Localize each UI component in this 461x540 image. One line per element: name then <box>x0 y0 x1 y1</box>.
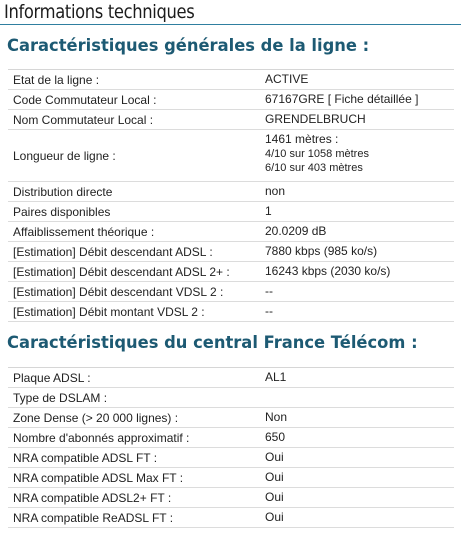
table-row-adsl-plate <box>8 368 454 388</box>
line-length-segment-1: 4/10 sur 1058 mètres <box>265 148 369 160</box>
row-label: Distribution directe <box>13 184 113 199</box>
central-characteristics-table <box>8 367 454 528</box>
page-title: Informations techniques <box>4 1 195 23</box>
row-value: AL1 <box>265 370 287 384</box>
row-label: NRA compatible ADSL2+ FT : <box>13 490 172 505</box>
row-label: Longueur de ligne : <box>13 148 116 163</box>
row-value: Oui <box>265 450 284 464</box>
row-label: Etat de la ligne : <box>13 72 100 87</box>
table-row-attenuation <box>8 222 454 242</box>
row-label: Plaque ADSL : <box>13 370 91 385</box>
row-label: Zone Dense (> 20 000 lignes) : <box>13 410 179 425</box>
row-label: [Estimation] Débit montant VDSL 2 : <box>13 304 205 319</box>
table-row-subscribers <box>8 428 454 448</box>
table-row-switch-code <box>8 90 454 110</box>
row-value: Oui <box>265 510 284 524</box>
row-label: [Estimation] Débit descendant ADSL 2+ : <box>13 264 230 279</box>
line-characteristics-table <box>8 69 454 322</box>
table-row-nra-adsl-max <box>8 468 454 488</box>
row-label: NRA compatible ADSL FT : <box>13 450 158 465</box>
detail-sheet-link[interactable]: [ Fiche détaillée ] <box>327 92 419 106</box>
row-value: 7880 kbps (985 ko/s) <box>265 244 378 258</box>
row-value: 20.0209 dB <box>265 224 327 238</box>
line-length-segment-2: 6/10 sur 403 mètres <box>265 162 363 174</box>
table-row-nra-adsl <box>8 448 454 468</box>
table-row-line-length <box>8 130 454 182</box>
section-title-line: Caractéristiques générales de la ligne : <box>7 36 370 56</box>
row-value: non <box>265 184 286 198</box>
row-label: Type de DSLAM : <box>13 390 108 405</box>
table-row-vdsl2-up <box>8 302 454 322</box>
row-label: NRA compatible ReADSL FT : <box>13 510 174 525</box>
row-value: 650 <box>265 430 286 444</box>
row-label: NRA compatible ADSL Max FT : <box>13 470 184 485</box>
row-value: 16243 kbps (2030 ko/s) <box>265 264 391 278</box>
table-row-nra-adsl2plus <box>8 488 454 508</box>
table-row-adsl-down <box>8 242 454 262</box>
row-value: ACTIVE <box>265 72 309 86</box>
line-length-total: 1461 mètres : <box>265 132 339 146</box>
row-label: Paires disponibles <box>13 204 111 219</box>
table-row-switch-name <box>8 110 454 130</box>
row-value: -- <box>265 284 273 298</box>
row-label: Affaiblissement théorique : <box>13 224 155 239</box>
row-label: [Estimation] Débit descendant ADSL : <box>13 244 213 259</box>
switch-code-value: 67167GRE <box>265 92 325 106</box>
table-row-dslam-type <box>8 388 454 408</box>
table-row-dense-zone <box>8 408 454 428</box>
row-value: -- <box>265 304 273 318</box>
table-row-vdsl2-down <box>8 282 454 302</box>
row-value-with-link <box>260 90 454 109</box>
table-row-line-status <box>8 70 454 90</box>
row-label: [Estimation] Débit descendant VDSL 2 : <box>13 284 224 299</box>
page-header <box>0 0 461 25</box>
row-label: Code Commutateur Local : <box>13 92 157 107</box>
table-row-direct-distribution <box>8 182 454 202</box>
row-label: Nombre d'abonnés approximatif : <box>13 430 190 445</box>
section-title-central: Caractéristiques du central France Télécom : <box>7 333 418 353</box>
table-row-adsl2plus-down <box>8 262 454 282</box>
row-value: 1 <box>265 204 272 218</box>
row-value: Non <box>265 410 288 424</box>
row-label: Nom Commutateur Local : <box>13 112 154 127</box>
table-row-available-pairs <box>8 202 454 222</box>
row-value: GRENDELBRUCH <box>265 112 366 126</box>
row-value <box>260 130 454 181</box>
row-value: Oui <box>265 470 284 484</box>
row-value <box>260 388 454 407</box>
table-row-nra-readsl <box>8 508 454 528</box>
row-value: Oui <box>265 490 284 504</box>
